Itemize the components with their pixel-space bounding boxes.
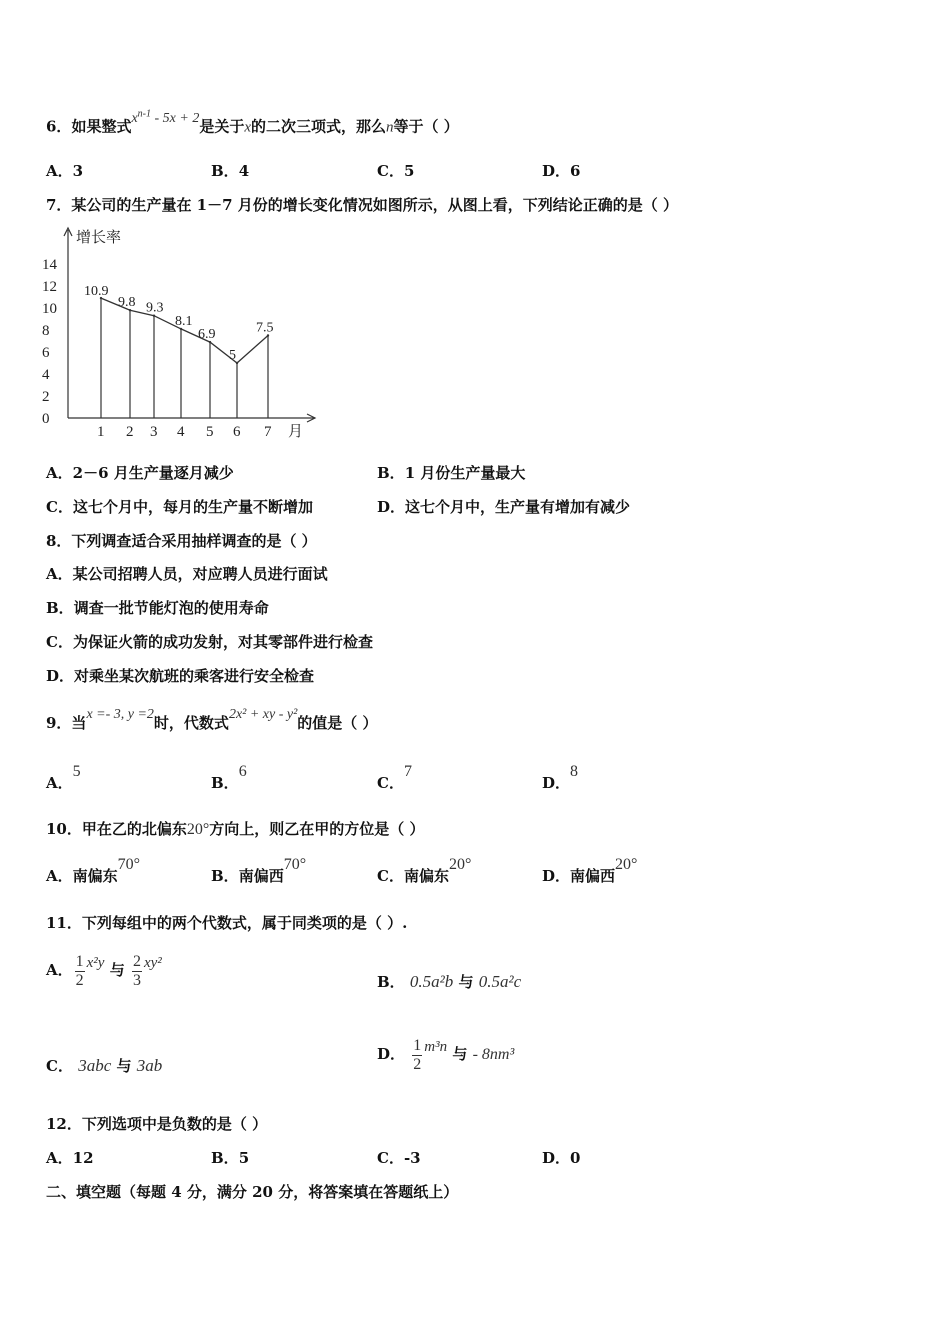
- value-label-1: 10.9: [84, 284, 109, 300]
- y-tick-label-14: 14: [42, 257, 57, 273]
- y-tick-label-4: 4: [42, 367, 50, 383]
- q6-var: x: [244, 119, 252, 136]
- q10-option-c[interactable]: C．南偏东20°: [377, 856, 472, 885]
- q6-option-c[interactable]: C．5: [377, 162, 415, 180]
- q10-angle: 20°: [186, 821, 210, 838]
- q6-number: 6．: [46, 117, 72, 136]
- q7-option-b[interactable]: B．1 月份生产量最大: [377, 464, 526, 482]
- data-point-6: [236, 362, 238, 364]
- q9-stem: [46, 707, 378, 735]
- q6-pre: 如果整式: [71, 117, 132, 136]
- value-label-2: 9.8: [118, 295, 136, 311]
- q7-option-a[interactable]: A．2－6 月生产量逐月减少: [46, 464, 234, 482]
- q12-stem: 12．下列选项中是负数的是（ ）: [46, 1115, 268, 1133]
- x-tick-label-1: 1: [97, 424, 105, 440]
- value-label-6: 5: [229, 348, 236, 363]
- q8-option-a[interactable]: A．某公司招聘人员，对应聘人员进行面试: [46, 565, 328, 583]
- q10-stem: [46, 819, 425, 840]
- chart-value-labels: [84, 284, 274, 363]
- q10-option-d[interactable]: D．南偏西20°: [542, 856, 638, 885]
- y-tick-label-0: 0: [42, 411, 50, 427]
- q6-stem: [46, 108, 459, 139]
- y-tick-label-2: 2: [42, 389, 50, 405]
- q8-stem: 8．下列调查适合采用抽样调查的是（ ）: [46, 532, 317, 550]
- q12-option-b[interactable]: B．5: [211, 1149, 250, 1167]
- q9-condition: x =- 3, y =2: [86, 707, 154, 722]
- y-tick-label-12: 12: [42, 279, 57, 295]
- x-tick-label-7: 7: [264, 424, 272, 440]
- q8-option-c[interactable]: C．为保证火箭的成功发射，对其零部件进行检查: [46, 633, 373, 651]
- q9-option-d[interactable]: D．8: [542, 763, 579, 792]
- q9-number: 9．当: [46, 714, 87, 732]
- q6-mid: 是关于: [199, 117, 245, 136]
- chart-x-axis-label: 月: [288, 424, 304, 440]
- chart-y-ticks: [42, 257, 58, 427]
- value-label-3: 9.3: [146, 300, 164, 316]
- q6-expr: $x^{n-1} - 5x + 2$: [131, 108, 200, 126]
- q11-option-c[interactable]: C． 3abc 与 3ab: [46, 1056, 163, 1075]
- q10-pre: 10．甲在乙的北偏东: [46, 820, 187, 838]
- q12-option-d[interactable]: D．0: [542, 1149, 581, 1167]
- chart-x-ticks: [97, 424, 272, 440]
- q12-option-c[interactable]: C．-3: [377, 1149, 421, 1167]
- growth-rate-chart: [40, 222, 330, 442]
- value-label-4: 8.1: [175, 313, 193, 329]
- q6-post: 的二次三项式，那么: [251, 117, 387, 136]
- q7-stem: 7．某公司的生产量在 1－7 月份的增长变化情况如图所示，从图上看，下列结论正确的是（ ）: [46, 196, 678, 214]
- q9-option-c[interactable]: C．7: [377, 763, 412, 792]
- x-tick-label-5: 5: [206, 424, 214, 440]
- q11-option-a[interactable]: A． $\frac{1}{2}$ x²y 与 $\frac{2}{3}$ xy²: [46, 952, 162, 989]
- x-tick-label-4: 4: [177, 424, 185, 440]
- q11-stem: 11．下列每组中的两个代数式，属于同类项的是（ ）.: [46, 914, 408, 932]
- q9-end: 的值是（ ）: [297, 714, 378, 732]
- value-label-7: 7.5: [256, 320, 274, 336]
- q6-var2: n: [386, 119, 394, 136]
- value-label-5: 6.9: [198, 327, 216, 343]
- q6-option-a[interactable]: A．3: [46, 162, 84, 180]
- q10-option-b[interactable]: B．南偏西70°: [211, 856, 307, 885]
- q7-option-d[interactable]: D．这七个月中，生产量有增加有减少: [377, 498, 631, 516]
- q10-option-a[interactable]: A．南偏东70°: [46, 856, 141, 885]
- q9-option-a[interactable]: A．5: [46, 763, 81, 792]
- q9-option-b[interactable]: B．6: [211, 763, 247, 792]
- q11-option-d[interactable]: D． $\frac{1}{2}$ m³n 与 - 8nm³: [377, 1036, 515, 1073]
- q9-expression: 2x² + xy - y²: [228, 707, 298, 722]
- y-tick-label-10: 10: [42, 301, 57, 317]
- q8-option-d[interactable]: D．对乘坐某次航班的乘客进行安全检查: [46, 667, 315, 685]
- section-2-title: 二、填空题（每题 4 分，满分 20 分，将答案填在答题纸上）: [46, 1183, 459, 1201]
- x-tick-label-2: 2: [126, 424, 134, 440]
- y-tick-label-6: 6: [42, 345, 50, 361]
- y-tick-label-8: 8: [42, 323, 50, 339]
- q6-option-d[interactable]: D．6: [542, 162, 581, 180]
- q11-option-b[interactable]: B． 0.5a²b 与 0.5a²c: [377, 972, 522, 991]
- q7-option-c[interactable]: C．这七个月中，每月的生产量不断增加: [46, 498, 313, 516]
- q12-option-a[interactable]: A．12: [46, 1149, 94, 1167]
- x-tick-label-6: 6: [233, 424, 241, 440]
- q6-end: 等于（ ）: [393, 117, 459, 136]
- x-tick-label-3: 3: [150, 424, 158, 440]
- q10-post: 方向上，则乙在甲的方位是（ ）: [209, 820, 425, 838]
- q6-option-b[interactable]: B．4: [211, 162, 250, 180]
- chart-y-axis-label: 增长率: [76, 230, 122, 246]
- q9-mid: 时，代数式: [153, 714, 229, 732]
- q8-option-b[interactable]: B．调查一批节能灯泡的使用寿命: [46, 599, 269, 617]
